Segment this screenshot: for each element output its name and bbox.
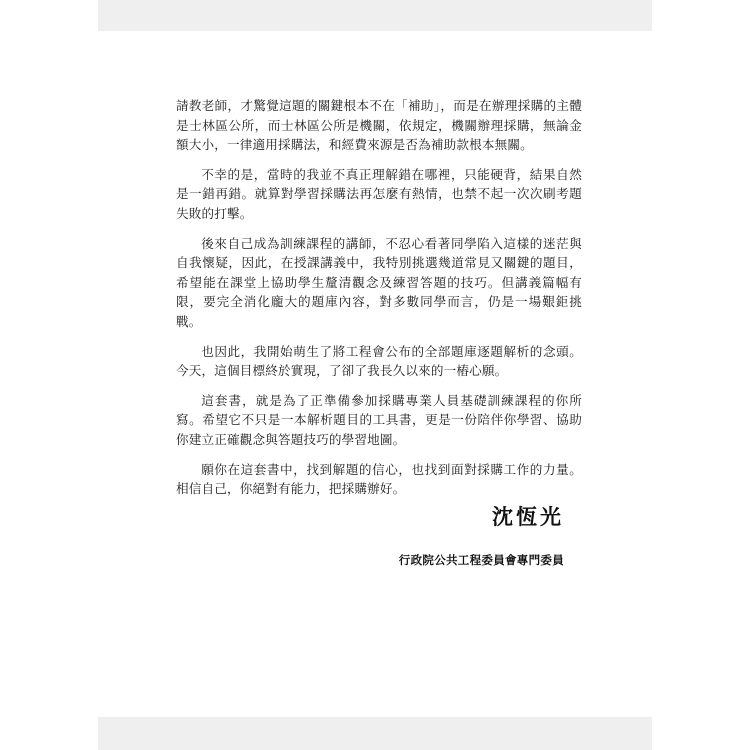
author-signature: 沈恆光	[492, 505, 564, 529]
paragraph-6: 願你在這套書中，找到解題的信心，也找到面對採購工作的力量。相信自己，你絕對有能力，把採購辦好。	[176, 461, 582, 497]
paragraph-5: 這套書，就是為了正準備參加採購專業人員基礎訓練課程的你所寫。希望它不只是一本解析題目的工具書，更是一份陪伴你學習、協助你建立正確觀念與答題技巧的學習地圖。	[176, 392, 582, 447]
author-position: 行政院公共工程委員會專門委員	[398, 553, 564, 567]
paragraph-4: 也因此，我開始萌生了將工程會公布的全部題庫逐題解析的念頭。今天，這個目標終於實現，了卻了我長久以來的一樁心願。	[176, 343, 582, 379]
page-bottom-edge	[98, 717, 652, 750]
paragraph-2: 不幸的是，當時的我並不真正理解錯在哪裡，只能硬背，結果自然是一錯再錯。就算對學習採購法再怎麼有熱情，也禁不起一次次刷考題失敗的打擊。	[176, 166, 582, 221]
preface-body	[176, 96, 582, 509]
paragraph-3: 後來自己成為訓練課程的講師，不忍心看著同學陷入這樣的迷茫與自我懷疑，因此，在授課講義中，我特別挑選幾道常見又關鍵的題目，希望能在課堂上協助學生釐清觀念及練習答題的技巧。但講義篇幅有限，要完全消化龐大的題庫內容，對多數同學而言，仍是一場艱鉅挑戰。	[176, 235, 582, 329]
page-top-edge	[98, 0, 652, 31]
paragraph-1: 請教老師，才驚覺這題的關鍵根本不在「補助」，而是在辦理採購的主體是士林區公所，而士林區公所是機關，依規定，機關辦理採購，無論金額大小，一律適用採購法，和經費來源是否為補助款根本無關。	[176, 98, 582, 153]
